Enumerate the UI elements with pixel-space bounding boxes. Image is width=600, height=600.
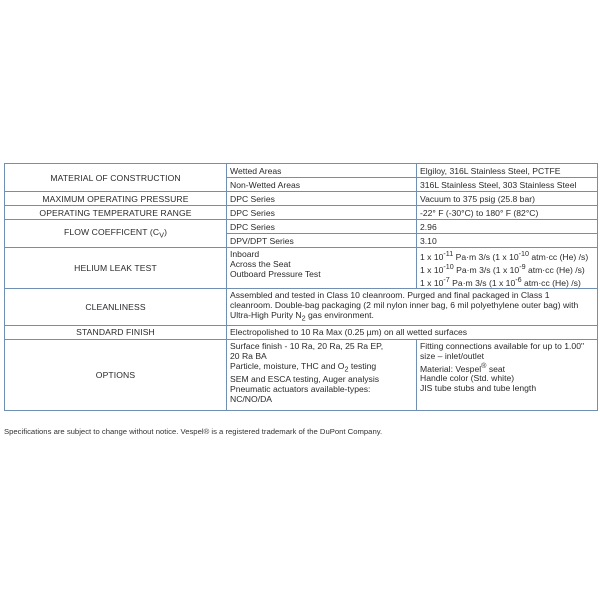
non-wetted-areas-label: Non-Wetted Areas	[227, 178, 417, 192]
cleanliness-value: Assembled and tested in Class 10 cleanroom. Purged and final packaged in Class 1 cleanroom. Double-bag packaging (2 mil nylon inner bag, 6 mil polyethylene outer bag) with Ultra-High Purity $N_2$ gas environment.	[227, 288, 598, 325]
wetted-areas-value: Elgiloy, 316L Stainless Steel, PCTFE	[417, 164, 598, 178]
temp-range-label: OPERATING TEMPERATURE RANGE	[5, 206, 227, 220]
helium-leak-value-seat: 1 x $10^{-10}$ Pa·m 3/s (1 x $10^{-9}$ atm·cc (He) /s)	[420, 262, 585, 275]
flow-dpv-label: DPV/DPT Series	[227, 234, 417, 248]
flow-label-text: FLOW COEFFICENT (C	[63, 226, 160, 237]
specifications-table	[4, 163, 598, 411]
table-row	[5, 339, 598, 410]
helium-leak-values	[417, 248, 598, 289]
standard-finish-value: Electropolished to 10 Ra Max (0.25 µm) on all wetted surfaces	[227, 325, 598, 339]
table-row	[5, 220, 598, 234]
max-pressure-value: Vacuum to 375 psig (25.8 bar)	[417, 192, 598, 206]
flow-dpc-value: 2.96	[417, 220, 598, 234]
options-right: Fitting connections available for up to 1.00" size – inlet/outlet Material: Vespel® seat Handle color (Std. white) JIS tube stubs and tube length	[417, 339, 598, 410]
options-left: Surface finish - 10 Ra, 20 Ra, 25 Ra EP, 20 Ra BA Particle, moisture, THC and $O_2$ testing SEM and ESCA testing, Auger analysis Pneumatic actuators available-types: NC/NO/DA	[227, 339, 417, 410]
flow-dpv-value: 3.10	[417, 234, 598, 248]
table-row	[5, 288, 598, 325]
flow-coefficient-label	[5, 220, 227, 248]
options-label: OPTIONS	[5, 339, 227, 410]
helium-leak-label: HELIUM LEAK TEST	[5, 248, 227, 289]
flow-label-end: )	[164, 226, 168, 237]
helium-leak-value-outboard: 1 x $10^{-7}$ Pa·m 3/s (1 x $10^{-6}$ atm·cc (He) /s)	[420, 275, 581, 288]
table-row	[5, 325, 598, 339]
table-row	[5, 192, 598, 206]
helium-leak-tests: Inboard Across the Seat Outboard Pressure Test	[227, 248, 417, 289]
max-pressure-series: DPC Series	[227, 192, 417, 206]
max-pressure-label: MAXIMUM OPERATING PRESSURE	[5, 192, 227, 206]
material-label: MATERIAL OF CONSTRUCTION	[5, 164, 227, 192]
non-wetted-areas-value: 316L Stainless Steel, 303 Stainless Steel	[417, 178, 598, 192]
standard-finish-label: STANDARD FINISH	[5, 325, 227, 339]
temp-range-series: DPC Series	[227, 206, 417, 220]
helium-leak-value-inboard: 1 x $10^{-11}$ Pa·m 3/s (1 x $10^{-10}$ atm·cc (He) /s)	[420, 250, 589, 262]
wetted-areas-label: Wetted Areas	[227, 164, 417, 178]
temp-range-value: -22° F (-30°C) to 180° F (82°C)	[417, 206, 598, 220]
table-row	[5, 248, 598, 289]
footnote: Specifications are subject to change without notice. Vespel® is a registered trademark of the DuPont Company.	[4, 427, 383, 436]
table-row	[5, 164, 598, 178]
flow-label-subscript: V	[159, 231, 165, 240]
flow-dpc-label: DPC Series	[227, 220, 417, 234]
table-row	[5, 206, 598, 220]
cleanliness-label: CLEANLINESS	[5, 288, 227, 325]
